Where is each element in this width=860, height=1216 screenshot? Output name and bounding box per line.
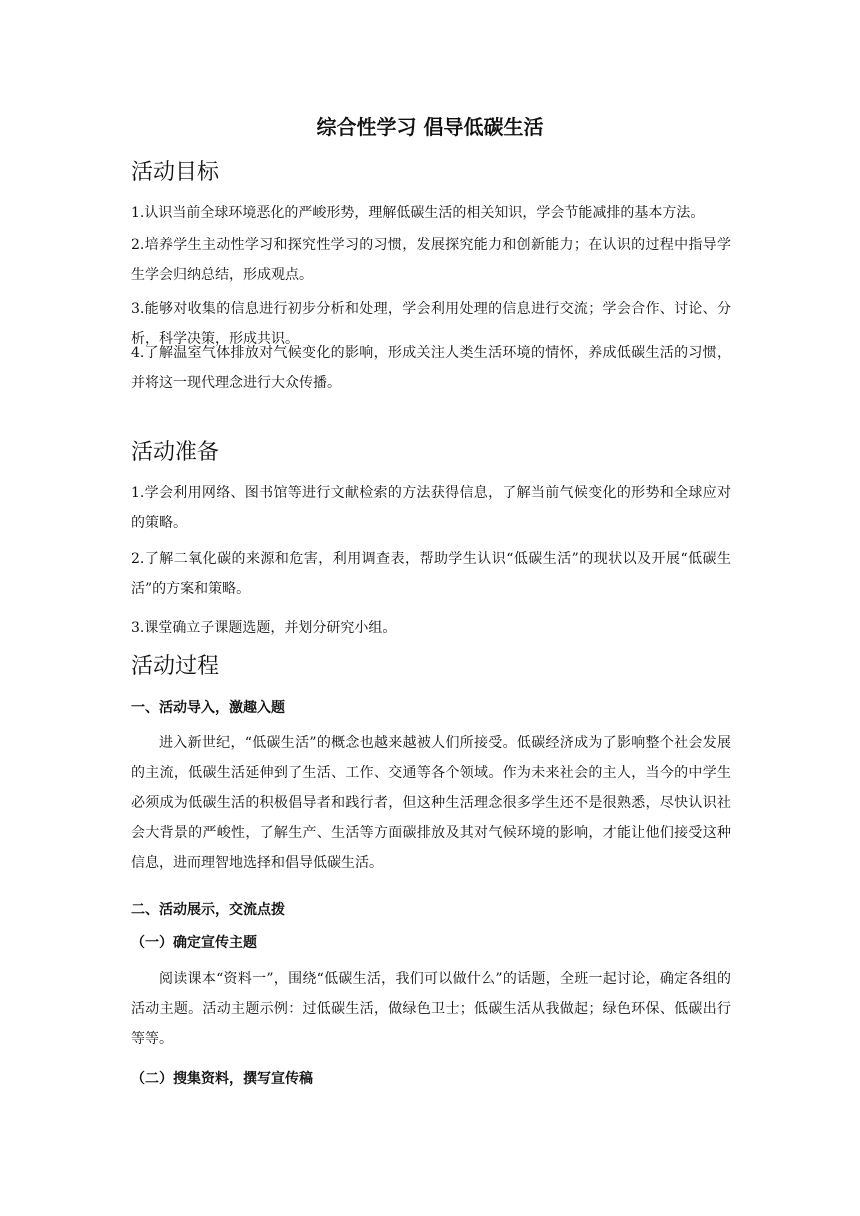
heading-activity-goals: 活动目标 — [131, 160, 220, 185]
prep-item-1: 1.学会利用网络、图书馆等进行文献检索的方法获得信息，了解当前气候变化的形势和全球应对的策略。 — [131, 485, 731, 531]
heading-activity-process: 活动过程 — [131, 654, 220, 679]
process-part1-text: 进入新世纪，“低碳生活”的概念也越来越被人们所接受。低碳经济成为了影响整个社会发展的主流，低碳生活延伸到了生活、工作、交通等各个领域。作为未来社会的主人，当今的中学生必须成为低碳生活的积极倡导者和践行者，但这种生活理念很多学生还不是很熟悉，尽快认识社会大背景的严峻性，了解生产、生活等方面碳排放及其对气候环境的影响，才能让他们接受这种信息，进而理智地选择和倡导低碳生活。 — [131, 735, 731, 871]
process-sub1-heading: （一）确定宣传主题 — [131, 935, 257, 951]
heading-activity-prep: 活动准备 — [131, 440, 220, 465]
prep-item-2: 2.了解二氧化碳的来源和危害，利用调查表，帮助学生认识“低碳生活”的现状以及开展“低碳生活”的方案和策略。 — [131, 551, 731, 597]
process-part1-heading: 一、活动导入，激趣入题 — [131, 700, 285, 716]
process-sub1-text: 阅读课本“资料一”，围绕“低碳生活，我们可以做什么”的话题，全班一起讨论，确定各组的活动主题。活动主题示例：过低碳生活，做绿色卫士；低碳生活从我做起；绿色环保、低碳出行等等。 — [131, 971, 731, 1047]
goal-item-4: 4.了解温室气体排放对气候变化的影响，形成关注人类生活环境的情怀，养成低碳生活的习惯，并将这一现代理念进行大众传播。 — [131, 345, 731, 391]
process-part2-heading: 二、活动展示，交流点拨 — [131, 902, 285, 918]
prep-item-3: 3.课堂确立子课题选题，并划分研究小组。 — [131, 620, 397, 636]
goal-item-3: 3.能够对收集的信息进行初步分析和处理，学会利用处理的信息进行交流；学会合作、讨论、分析，科学决策，形成共识。 — [131, 301, 731, 347]
goal-item-1: 1.认识当前全球环境恶化的严峻形势，理解低碳生活的相关知识，学会节能减排的基本方法。 — [131, 205, 705, 221]
document-title: 综合性学习 倡导低碳生活 — [316, 115, 544, 139]
goal-item-2: 2.培养学生主动性学习和探究性学习的习惯，发展探究能力和创新能力；在认识的过程中指导学生学会归纳总结，形成观点。 — [131, 237, 731, 283]
process-sub2-heading: （二）搜集资料，撰写宣传稿 — [131, 1071, 313, 1087]
